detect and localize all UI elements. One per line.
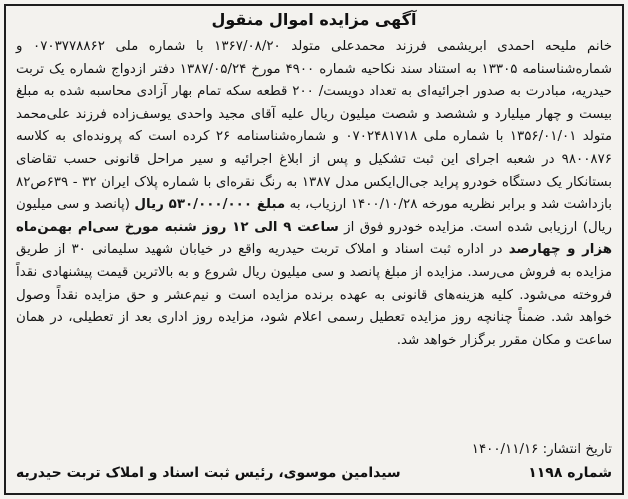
auction-time: ساعت ۹ الی ۱۲ روز شنبه مورخ سی‌ام بهمن‌ماه هزار و چهارصد xyxy=(16,219,613,258)
notice-frame xyxy=(4,4,624,495)
publish-date: تاریخ انتشار: ۱۴۰۰/۱۱/۱۶ xyxy=(471,442,612,457)
body-part-3: در اداره ثبت اسناد و املاک تربت حیدریه واقع در خیابان شهید سلیمانی ۳۰ از طریق مزایده به فروش می‌رسد. مزایده از مبلغ پانصد و سی میلیون ریال شروع و به بالاترین قیمت پیشنهادی نقداً فروخته می‌شود. کلیه هزینه‌های قانونی به عهده برنده مزایده است و نیم‌عشر و حق مزایده نقداً وصول خواهد شد. ضمناً چنانچه روز مزایده تعطیل رسمی اعلام شود، مزایده روز اداری بعد از تعطیلی، در همان ساعت و مکان مقرر برگزار خواهد شد. xyxy=(16,242,612,348)
notice-title: آگهی مزایده اموال منقول xyxy=(211,10,417,29)
appraised-price: مبلغ ۵۳۰/۰۰۰/۰۰۰ ریال xyxy=(134,197,286,213)
notice-number: شماره ۱۱۹۸ xyxy=(528,465,612,481)
body-part-2: (پانصد و سی میلیون ریال) ارزیابی شده است. مزایده خودرو فوق از xyxy=(16,197,612,235)
signer-name: سیدامین موسوی، رئیس ثبت اسناد و املاک تربت حیدریه xyxy=(16,465,401,481)
notice-body xyxy=(16,36,612,352)
body-part-1: خانم ملیحه احمدی ابریشمی فرزند محمدعلی متولد ۱۳۶۷/۰۸/۲۰ با شماره ملی ۰۷۰۳۷۷۸۸۶۲ و شماره‌شناسنامه ۱۳۳۰۵ به استناد سند نکاحیه شماره ۴۹۰۰ مورخ ۱۳۸۷/۰۵/۲۴ دفتر ازدواج شماره یک تربت حیدریه، مبادرت به صدور اجرائیه‌ای به تعداد دویست/ ۲۰۰ قطعه سکه تمام بهار آزادی محاسبه شده به مبلغ بیست و چهار میلیارد و ششصد و شصت میلیون ریال علیه آقای مجید واحدی یوسف‌زاده فرزند علی‌محمد متولد ۱۳۵۶/۰۱/۰۱ با شماره ملی ۰۷۰۲۴۸۱۷۱۸ و شماره‌شناسنامه ۲۶ کرده است که پرونده‌ای به کلاسه ۹۸۰۰۸۷۶ در شعبه اجرای این ثبت تشکیل و پس از ابلاغ اجرائیه و سیر مراحل قانونی حسب تقاضای بستانکار یک دستگاه خودرو پراید جی‌ال‌ایکس مدل ۱۳۸۷ به رنگ نقره‌ای با شماره پلاک ایران ۳۲ - ۶۳۹ص۸۲ بازداشت شد و برابر نظریه مورخه ۱۴۰۰/۱۰/۲۸ ارزیاب، به xyxy=(16,39,613,213)
